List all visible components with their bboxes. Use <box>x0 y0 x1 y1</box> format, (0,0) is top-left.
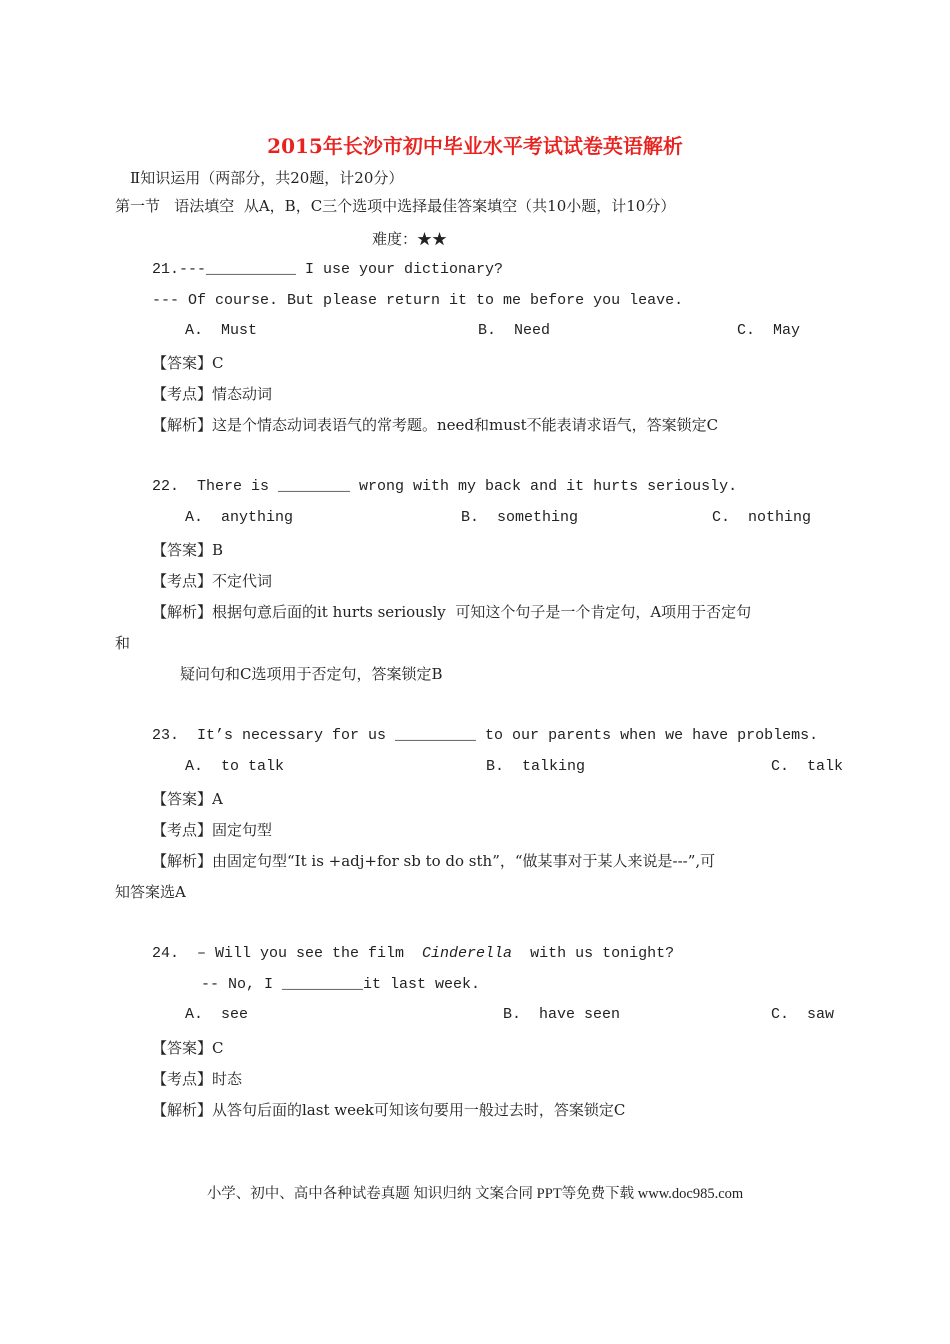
q22-point: 【考点】不定代词 <box>152 572 273 590</box>
q22-answer: 【答案】B <box>152 541 224 559</box>
q21-stem: 21.---__________ I use your dictionary? <box>152 261 504 278</box>
q21-answer: 【答案】C <box>152 354 224 372</box>
q24-reply: -- No, I _________it last week. <box>201 976 481 993</box>
section-heading: Ⅱ知识运用（两部分，共20题，计20分） <box>130 169 404 187</box>
q22-analysis: 【解析】根据句意后面的it hurts seriously 可知这个句子是一个肯定句，A项用于否定句 <box>152 603 752 621</box>
q21-point: 【考点】情态动词 <box>152 385 273 403</box>
q24-answer: 【答案】C <box>152 1039 224 1057</box>
q21-reply: --- Of course. But please return it to me before you leave. <box>152 292 684 309</box>
q24-option-a: A. see <box>185 1006 249 1023</box>
q24-stem-post: with us tonight? <box>512 945 675 962</box>
q23-option-b: B. talking <box>486 758 586 775</box>
q22-analysis-wrap: 和 <box>115 634 131 652</box>
q23-stem: 23. It’s necessary for us _________ to our parents when we have problems. <box>152 727 819 744</box>
document-title: 2015年长沙市初中毕业水平考试试卷英语解析 <box>267 134 683 158</box>
page-footer: 小学、初中、高中各种试卷真题 知识归纳 文案合同 PPT等免费下载 www.doc985.com <box>206 1186 744 1202</box>
q21-analysis: 【解析】这是个情态动词表语气的常考题。need和must不能表请求语气，答案锁定C <box>152 416 719 434</box>
q21-option-b: B. Need <box>478 322 551 339</box>
q24-option-c: C. saw <box>771 1006 835 1023</box>
q22-stem: 22. There is ________ wrong with my back and it hurts seriously. <box>152 478 738 495</box>
q21-option-c: C. May <box>737 322 801 339</box>
q22-analysis-cont: 疑问句和C选项用于否定句，答案锁定B <box>180 665 443 683</box>
difficulty-rating: 难度：★★ <box>372 230 448 248</box>
q24-point: 【考点】时态 <box>152 1070 243 1088</box>
q24-stem-pre: 24. – Will you see the film <box>152 945 423 962</box>
q23-point: 【考点】固定句型 <box>152 821 273 839</box>
q22-option-c: C. nothing <box>712 509 812 526</box>
q22-option-b: B. something <box>461 509 579 526</box>
q23-analysis: 【解析】由固定句型“It is +adj+for sb to do sth”，“做某事对于某人来说是---”,可 <box>152 852 716 870</box>
q22-option-a: A. anything <box>185 509 294 526</box>
q24-film-title: Cinderella <box>422 945 513 962</box>
q24-analysis: 【解析】从答句后面的last week可知该句要用一般过去时，答案锁定C <box>152 1101 626 1119</box>
section-subheading: 第一节 语法填空 从A，B，C三个选项中选择最佳答案填空（共10小题，计10分） <box>115 197 676 215</box>
q23-analysis-cont: 知答案选A <box>115 883 186 901</box>
q21-option-a: A. Must <box>185 322 258 339</box>
q24-option-b: B. have seen <box>503 1006 621 1023</box>
q23-answer: 【答案】A <box>152 790 223 808</box>
q24-stem <box>152 944 674 964</box>
q23-option-a: A. to talk <box>185 758 285 775</box>
q23-option-c: C. talk <box>771 758 844 775</box>
